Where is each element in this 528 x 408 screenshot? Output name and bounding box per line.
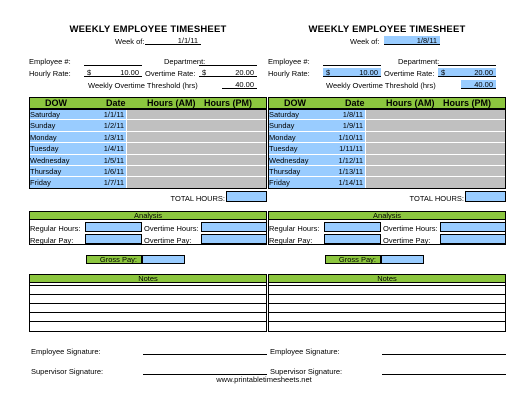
overtime-pay-label: Overtime Pay: — [144, 236, 192, 245]
col-hours-am: Hours (AM) — [386, 98, 435, 108]
notes-line — [29, 312, 267, 313]
analysis-header: Analysis — [268, 211, 506, 220]
analysis-header: Analysis — [29, 211, 267, 220]
gross-pay-field[interactable] — [381, 255, 424, 264]
employee-number-field[interactable] — [84, 56, 142, 66]
sheet-title: WEEKLY EMPLOYEE TIMESHEET — [308, 24, 466, 35]
department-label: Department: — [398, 57, 440, 66]
supervisor-signature-label: Supervisor Signature: — [270, 367, 343, 376]
day-cell: Sunday — [269, 121, 295, 131]
notes-line — [268, 285, 506, 286]
total-hours-field[interactable] — [465, 191, 506, 202]
overtime-pay-field[interactable] — [201, 234, 267, 244]
notes-line — [29, 303, 267, 304]
col-date: Date — [345, 98, 365, 108]
col-dow: DOW — [45, 98, 67, 108]
overtime-hours-label: Overtime Hours: — [383, 224, 438, 233]
date-cell: 1/5/11 — [103, 155, 124, 165]
day-cell: Thursday — [30, 166, 62, 176]
overtime-rate-field[interactable] — [438, 68, 496, 77]
gross-pay-label: Gross Pay: — [325, 255, 381, 264]
day-cell: Wednesday — [269, 155, 309, 165]
day-cell: Friday — [30, 178, 51, 188]
date-cell: 1/9/11 — [342, 121, 363, 131]
notes-line — [29, 294, 267, 295]
supervisor-signature-line[interactable] — [143, 365, 267, 375]
date-cell: 1/7/11 — [103, 178, 124, 188]
currency-symbol: $ — [202, 68, 207, 77]
regular-hours-field[interactable] — [85, 222, 142, 232]
overtime-rate-value: 20.00 — [235, 68, 254, 77]
overtime-hours-label: Overtime Hours: — [144, 224, 199, 233]
regular-pay-label: Regular Pay: — [269, 236, 313, 245]
col-hours-am: Hours (AM) — [147, 98, 196, 108]
date-cell: 1/13/11 — [338, 166, 363, 176]
table-header — [29, 97, 267, 109]
timesheet-week-1 — [29, 0, 267, 400]
hourly-rate-label: Hourly Rate: — [29, 69, 71, 78]
gross-pay-label: Gross Pay: — [86, 255, 142, 264]
week-of-field[interactable]: 1/1/11 — [145, 36, 201, 45]
gross-pay-field[interactable] — [142, 255, 185, 264]
total-hours-label: TOTAL HOURS: — [170, 194, 225, 203]
day-cell: Wednesday — [30, 155, 70, 165]
employee-number-label: Employee #: — [268, 57, 310, 66]
overtime-pay-label: Overtime Pay: — [383, 236, 431, 245]
day-cell: Saturday — [30, 110, 61, 119]
notes-header: Notes — [268, 274, 506, 283]
footer-url[interactable]: www.printabletimesheets.net — [216, 375, 312, 384]
notes-line — [29, 285, 267, 286]
col-hours-pm: Hours (PM) — [204, 98, 252, 108]
overtime-rate-value: 20.00 — [474, 68, 493, 77]
hourly-rate-field[interactable] — [323, 68, 381, 77]
date-cell: 1/6/11 — [103, 166, 124, 176]
supervisor-signature-label: Supervisor Signature: — [31, 367, 104, 376]
day-cell: Thursday — [269, 166, 301, 176]
department-field[interactable] — [438, 56, 496, 66]
sheet-title: WEEKLY EMPLOYEE TIMESHEET — [69, 24, 227, 35]
timesheet-week-2 — [268, 0, 506, 400]
date-cell: 1/14/11 — [338, 178, 363, 188]
day-cell: Sunday — [30, 121, 56, 131]
day-cell: Monday — [269, 132, 296, 142]
threshold-field[interactable] — [222, 80, 257, 89]
threshold-label: Weekly Overtime Threshold (hrs) — [326, 81, 436, 90]
employee-signature-label: Employee Signature: — [270, 347, 340, 356]
notes-line — [268, 321, 506, 322]
overtime-rate-label: Overtime Rate: — [145, 69, 196, 78]
employee-signature-line[interactable] — [382, 345, 506, 355]
total-hours-field[interactable] — [226, 191, 267, 202]
date-cell: 1/1/11 — [103, 110, 124, 119]
notes-header: Notes — [29, 274, 267, 283]
date-cell: 1/11/11 — [339, 144, 363, 154]
table-frame — [29, 109, 267, 189]
notes-line — [268, 303, 506, 304]
hourly-rate-value: 10.00 — [120, 68, 139, 77]
employee-number-field[interactable] — [323, 56, 381, 66]
employee-signature-label: Employee Signature: — [31, 347, 101, 356]
day-cell: Tuesday — [269, 144, 298, 154]
department-field[interactable] — [199, 56, 257, 66]
currency-symbol: $ — [326, 68, 331, 77]
day-cell: Saturday — [269, 110, 300, 119]
day-cell: Monday — [30, 132, 57, 142]
overtime-rate-label: Overtime Rate: — [384, 69, 435, 78]
supervisor-signature-line[interactable] — [382, 365, 506, 375]
total-hours-label: TOTAL HOURS: — [409, 194, 464, 203]
week-of-field[interactable]: 1/8/11 — [384, 36, 440, 45]
regular-hours-field[interactable] — [324, 222, 381, 232]
date-cell: 1/2/11 — [103, 121, 124, 131]
date-cell: 1/4/11 — [103, 144, 124, 154]
overtime-rate-field[interactable] — [199, 68, 257, 77]
regular-pay-field[interactable] — [85, 234, 142, 244]
notes-line — [268, 312, 506, 313]
notes-line — [29, 321, 267, 322]
threshold-field[interactable] — [461, 80, 496, 89]
threshold-value: 40.00 — [474, 80, 493, 89]
notes-line — [268, 294, 506, 295]
day-cell: Friday — [269, 178, 290, 188]
threshold-value: 40.00 — [235, 80, 254, 89]
table-header — [268, 97, 506, 109]
date-cell: 1/8/11 — [342, 110, 363, 119]
regular-hours-label: Regular Hours: — [30, 224, 81, 233]
currency-symbol: $ — [441, 68, 446, 77]
day-cell: Tuesday — [30, 144, 59, 154]
currency-symbol: $ — [87, 68, 92, 77]
date-cell: 1/10/11 — [338, 132, 363, 142]
col-hours-pm: Hours (PM) — [443, 98, 491, 108]
hourly-rate-label: Hourly Rate: — [268, 69, 310, 78]
regular-hours-label: Regular Hours: — [269, 224, 320, 233]
week-of-label: Week of: — [115, 37, 145, 46]
col-date: Date — [106, 98, 126, 108]
overtime-hours-field[interactable] — [201, 222, 267, 232]
week-of-label: Week of: — [350, 37, 380, 46]
date-cell: 1/12/11 — [338, 155, 363, 165]
hourly-rate-value: 10.00 — [359, 68, 378, 77]
threshold-label: Weekly Overtime Threshold (hrs) — [88, 81, 198, 90]
hourly-rate-field[interactable] — [84, 68, 142, 77]
date-cell: 1/3/11 — [103, 132, 124, 142]
department-label: Department: — [164, 57, 206, 66]
col-dow: DOW — [284, 98, 306, 108]
table-frame — [268, 109, 506, 189]
regular-pay-field[interactable] — [324, 234, 381, 244]
employee-number-label: Employee #: — [29, 57, 71, 66]
overtime-pay-field[interactable] — [440, 234, 506, 244]
overtime-hours-field[interactable] — [440, 222, 506, 232]
employee-signature-line[interactable] — [143, 345, 267, 355]
regular-pay-label: Regular Pay: — [30, 236, 74, 245]
